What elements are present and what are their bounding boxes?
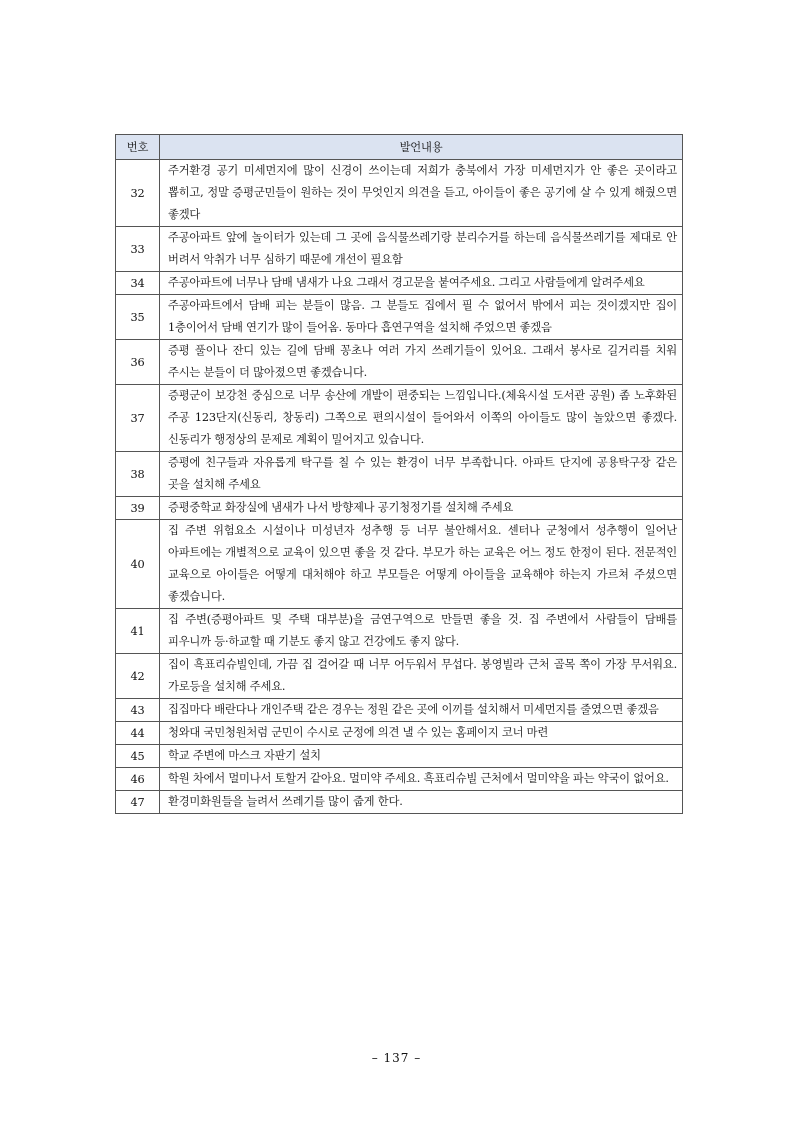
header-number: 번호 [116, 135, 160, 160]
table-header-row [116, 135, 683, 160]
row-comment: 집 주변(증평아파트 및 주택 대부분)을 금연구역으로 만들면 좋을 것. 집 주변에서 사람들이 담배를 피우니까 등·하교할 때 기분도 좋지 않고 건강에도 좋지 않다. [160, 609, 683, 654]
row-number: 45 [116, 745, 160, 768]
table-row [116, 722, 683, 745]
table-row [116, 791, 683, 814]
row-number: 42 [116, 654, 160, 699]
row-comment: 증평중학교 화장실에 냄새가 나서 방향제나 공기청정기를 설치해 주세요 [160, 497, 683, 520]
row-number: 35 [116, 295, 160, 340]
row-comment: 증평에 친구들과 자유롭게 탁구를 칠 수 있는 환경이 너무 부족합니다. 아파트 단지에 공용탁구장 같은 곳을 설치해 주세요 [160, 452, 683, 497]
row-comment: 학교 주변에 마스크 자판기 설치 [160, 745, 683, 768]
table-row [116, 654, 683, 699]
row-comment: 증평군이 보강천 중심으로 너무 송산에 개발이 편중되는 느낌입니다.(체육시설 도서관 공원) 좀 노후화된 주공 123단지(신동리, 창동리) 그쪽으로 편의시설이 들어와서 이쪽의 아이들도 많이 놀았으면 좋겠다. 신동리가 행정상의 문제로 계획이 밀어지고 있습니다. [160, 385, 683, 452]
comments-table [115, 134, 683, 814]
row-number: 43 [116, 699, 160, 722]
row-number: 33 [116, 227, 160, 272]
row-comment: 주공아파트에서 담배 피는 분들이 많음. 그 분들도 집에서 필 수 없어서 밖에서 피는 것이겠지만 집이 1층이어서 담배 연기가 많이 들어옴. 동마다 흡연구역을 설치해 주었으면 좋겠음 [160, 295, 683, 340]
row-comment: 학원 차에서 멀미나서 토할거 같아요. 멀미약 주세요. 흑표리슈빌 근처에서 멀미약을 파는 약국이 없어요. [160, 768, 683, 791]
row-comment: 주공아파트 앞에 놀이터가 있는데 그 곳에 음식물쓰레기랑 분리수거를 하는데 음식물쓰레기를 제대로 안 버려서 악취가 너무 심하기 때문에 개선이 필요함 [160, 227, 683, 272]
row-number: 39 [116, 497, 160, 520]
table-row [116, 497, 683, 520]
row-comment: 집이 흑표리슈빌인데, 가끔 집 걸어갈 때 너무 어두워서 무섭다. 봉영빌라 근처 골목 쪽이 가장 무서워요. 가로등을 설치해 주세요. [160, 654, 683, 699]
row-comment: 주공아파트에 너무나 담배 냄새가 나요 그래서 경고문을 붙여주세요. 그리고 사람들에게 알려주세요 [160, 272, 683, 295]
row-comment: 환경미화원들을 늘려서 쓰레기를 많이 줍게 한다. [160, 791, 683, 814]
row-comment: 증평 풀이나 잔디 있는 길에 담배 꽁초나 여러 가지 쓰레기들이 있어요. 그래서 봉사로 길거리를 치워 주시는 분들이 더 많아졌으면 좋겠습니다. [160, 340, 683, 385]
row-number: 46 [116, 768, 160, 791]
row-number: 41 [116, 609, 160, 654]
row-number: 47 [116, 791, 160, 814]
row-comment: 청와대 국민청원처럼 군민이 수시로 군정에 의견 낼 수 있는 홈페이지 코너 마련 [160, 722, 683, 745]
table-row [116, 520, 683, 609]
table-row [116, 160, 683, 227]
table-row [116, 295, 683, 340]
row-number: 34 [116, 272, 160, 295]
row-number: 38 [116, 452, 160, 497]
table-row [116, 452, 683, 497]
table-row [116, 385, 683, 452]
table-row [116, 340, 683, 385]
row-number: 32 [116, 160, 160, 227]
row-number: 44 [116, 722, 160, 745]
row-number: 36 [116, 340, 160, 385]
row-comment: 집집마다 배란다나 개인주택 같은 경우는 정원 같은 곳에 이끼를 설치해서 미세먼지를 줄였으면 좋겠음 [160, 699, 683, 722]
table-row [116, 768, 683, 791]
row-number: 37 [116, 385, 160, 452]
row-comment: 집 주변 위험요소 시설이나 미성년자 성추행 등 너무 불안해서요. 센터나 군청에서 성추행이 일어난 아파트에는 개별적으로 교육이 있으면 좋을 것 같다. 부모가 하는 교육은 어느 정도 한정이 된다. 전문적인 교육으로 아이들은 어떻게 대처해야 하고 부모들은 어떻게 아이들을 교육해야 하는지 가르쳐 주셨으면 좋겠습니다. [160, 520, 683, 609]
table-row [116, 745, 683, 768]
table-row [116, 227, 683, 272]
table-row [116, 272, 683, 295]
header-content: 발언내용 [160, 135, 683, 160]
table-row [116, 699, 683, 722]
page-number: – 137 – [371, 1051, 422, 1065]
row-number: 40 [116, 520, 160, 609]
row-comment: 주거환경 공기 미세먼지에 많이 신경이 쓰이는데 저희가 충북에서 가장 미세먼지가 안 좋은 곳이라고 뽑히고, 정말 증평군민들이 원하는 것이 무엇인지 의견을 듣고, 아이들이 좋은 공기에 살 수 있게 해줬으면 좋겠다 [160, 160, 683, 227]
table-row [116, 609, 683, 654]
